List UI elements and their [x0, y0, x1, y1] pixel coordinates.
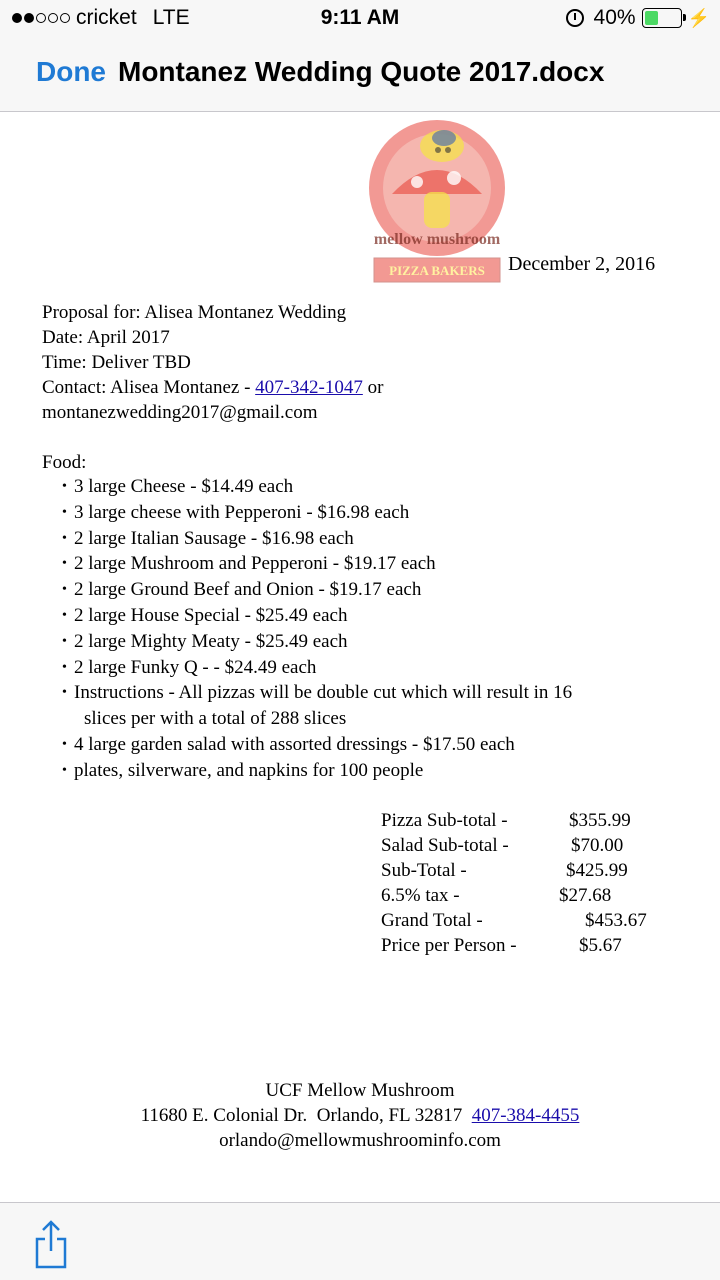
- list-item: • 2 large Mighty Meaty - $25.49 each: [62, 629, 682, 655]
- mellow-mushroom-logo: [362, 116, 512, 284]
- totals-label: Sub-Total -: [381, 860, 467, 881]
- footer-email: orlando@mellowmushroominfo.com: [219, 1130, 501, 1151]
- totals-value: $70.00: [571, 835, 624, 856]
- totals-row: [381, 808, 681, 833]
- totals-label: Grand Total -: [381, 910, 483, 931]
- document-view[interactable]: [0, 112, 720, 1202]
- contact-phone-link[interactable]: 407-342-1047: [255, 377, 363, 398]
- list-item: • 4 large garden salad with assorted dressings - $17.50 each: [62, 732, 682, 758]
- bottom-toolbar: [0, 1202, 720, 1280]
- list-item: • plates, silverware, and napkins for 100 people: [62, 758, 682, 784]
- totals-row: [381, 908, 681, 933]
- share-icon[interactable]: [34, 1219, 68, 1269]
- charging-icon: ⚡: [687, 7, 710, 28]
- logo-top-text: mellow mushroom: [373, 231, 501, 248]
- status-time: 9:11 AM: [320, 6, 400, 29]
- footer-address: 11680 E. Colonial Dr. Orlando, FL 32817: [140, 1105, 472, 1126]
- food-list: [62, 474, 682, 784]
- list-item: • 2 large Ground Beef and Onion - $19.17 each: [62, 577, 682, 603]
- footer-address-line: [0, 1103, 720, 1128]
- battery-icon: [642, 8, 682, 28]
- totals-value: $425.99: [566, 860, 628, 881]
- document-footer: [0, 1078, 720, 1153]
- list-item: • 2 large Italian Sausage - $16.98 each: [62, 526, 682, 552]
- network-type: LTE: [152, 6, 190, 29]
- totals-label: Price per Person -: [381, 935, 517, 956]
- totals-label: Salad Sub-total -: [381, 835, 509, 856]
- contact-or: or: [362, 377, 384, 398]
- contact-line: [42, 375, 682, 400]
- totals-value: $5.67: [579, 935, 622, 956]
- contact-email: montanezwedding2017@gmail.com: [42, 402, 318, 423]
- instructions-line-1: Instructions - All pizzas will be double cut which will result in 16: [74, 682, 573, 704]
- time-line: Time: Deliver TBD: [42, 352, 191, 373]
- contact-prefix: Contact: Alisea Montanez -: [42, 377, 256, 398]
- status-right: [566, 6, 710, 30]
- totals-value: $453.67: [585, 910, 647, 931]
- document-title: Montanez Wedding Quote 2017.docx: [118, 56, 605, 87]
- alarm-icon: [566, 9, 584, 27]
- status-bar: [0, 0, 720, 36]
- quote-date: December 2, 2016: [508, 253, 656, 275]
- totals-row: [381, 833, 681, 858]
- totals-value: $355.99: [569, 810, 631, 831]
- list-item-instructions: [62, 680, 682, 732]
- totals-table: [381, 808, 681, 958]
- totals-row: [381, 858, 681, 883]
- proposal-line: Proposal for: Alisea Montanez Wedding: [42, 302, 347, 323]
- list-item: • 3 large Cheese - $14.49 each: [62, 474, 682, 500]
- totals-value: $27.68: [559, 885, 612, 906]
- totals-row: [381, 883, 681, 908]
- list-item: • 3 large cheese with Pepperoni - $16.98 each: [62, 500, 682, 526]
- instructions-line-2: slices per with a total of 288 slices: [84, 708, 347, 730]
- carrier-name: cricket: [76, 6, 137, 29]
- footer-business-name: UCF Mellow Mushroom: [265, 1080, 455, 1101]
- battery-percent: 40%: [593, 6, 636, 29]
- list-item: • 2 large House Special - $25.49 each: [62, 603, 682, 629]
- list-item: • 2 large Mushroom and Pepperoni - $19.17 each: [62, 551, 682, 577]
- totals-label: 6.5% tax -: [381, 885, 460, 906]
- logo-banner-text: PIZZA BAKERS: [389, 263, 485, 278]
- footer-phone-link[interactable]: 407-384-4455: [471, 1105, 580, 1126]
- proposal-info: [42, 300, 682, 425]
- food-heading: Food:: [42, 452, 87, 473]
- list-item: • 2 large Funky Q - - $24.49 each: [62, 655, 682, 681]
- navigation-bar: [0, 36, 720, 112]
- totals-label: Pizza Sub-total -: [381, 810, 508, 831]
- event-date-line: Date: April 2017: [42, 327, 170, 348]
- totals-row: [381, 933, 681, 958]
- done-button[interactable]: Done: [36, 56, 106, 87]
